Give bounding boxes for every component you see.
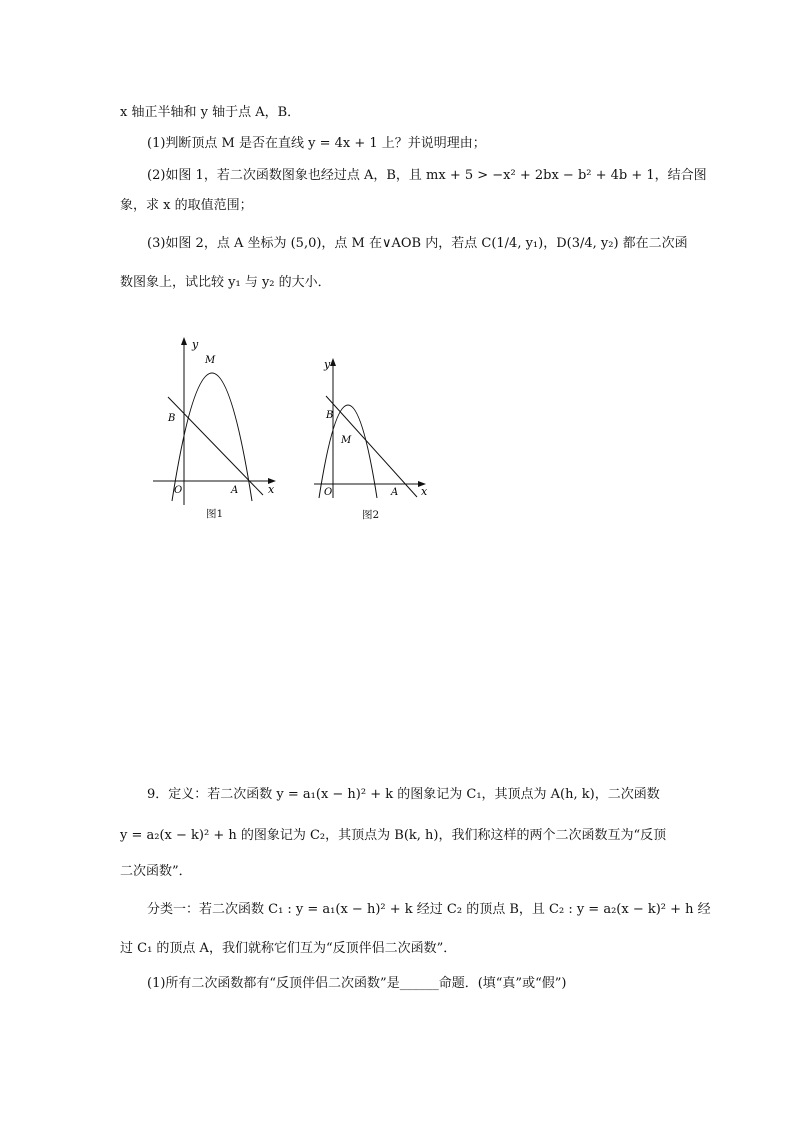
fig2-label-y: y: [324, 358, 331, 371]
fig2-y-arrow-icon: [330, 358, 336, 366]
fig1-label-A: A: [231, 485, 239, 496]
figure-1: [148, 335, 288, 510]
p9-line-3: 分类一：若二次函数 C₁ : y = a₁(x − h)² + k 经过 C₂ 的顶点 B，且 C₂ : y = a₂(x − k)² + h 经: [147, 902, 711, 917]
p8-line-3: 象，求 x 的取值范围；: [120, 198, 253, 213]
figure-1-caption: 图1: [206, 508, 224, 520]
fig1-y-arrow-icon: [181, 337, 187, 345]
fig2-label-O: O: [324, 487, 333, 498]
p8-line-2: (2)如图 1，若二次函数图象也经过点 A，B，且 mx + 5 > −x² + 2bx − b² + 4b + 1，结合图: [147, 168, 707, 183]
p9-line-2: 二次函数”．: [120, 864, 192, 879]
fig2-label-M: M: [341, 435, 352, 446]
p8-line-0: x 轴正半轴和 y 轴于点 A，B．: [120, 105, 301, 120]
fig2-label-B: B: [326, 410, 334, 421]
fig1-label-M: M: [205, 355, 216, 366]
fig1-label-B: B: [168, 413, 176, 424]
p8-line-5: 数图象上，试比较 y₁ 与 y₂ 的大小．: [120, 275, 331, 290]
p8-line-4: (3)如图 2，点 A 坐标为 (5,0)，点 M 在∨AOB 内，若点 C(1/4, y₁)，D(3/4, y₂) 都在二次函: [147, 236, 688, 251]
p9-line-4: 过 C₁ 的顶点 A，我们就称它们互为“反顶伴侣二次函数”．: [120, 941, 457, 956]
p9-line-1: y = a₂(x − k)² + h 的图象记为 C₂，其顶点为 B(k, h)，我们称这样的两个二次函数互为“反顶: [120, 828, 667, 843]
fig1-label-y: y: [192, 338, 199, 351]
p9-line-0: 9．定义：若二次函数 y = a₁(x − h)² + k 的图象记为 C₁，其顶点为 A(h, k)，二次函数: [147, 787, 660, 802]
fig2-label-x: x: [421, 485, 428, 498]
fig1-label-O: O: [174, 485, 183, 496]
figure-2: [310, 352, 440, 502]
p8-line-1: (1)判断顶点 M 是否在直线 y = 4x + 1 上？并说明理由；: [147, 136, 486, 151]
fig2-line-AB: [326, 396, 417, 497]
fig2-label-A: A: [391, 487, 399, 498]
figure-2-caption: 图2: [362, 509, 380, 521]
fig1-label-x: x: [268, 483, 275, 496]
p9-line-5: (1)所有二次函数都有“反顶伴侣二次函数”是______命题．(填“真”或“假”): [147, 976, 567, 991]
